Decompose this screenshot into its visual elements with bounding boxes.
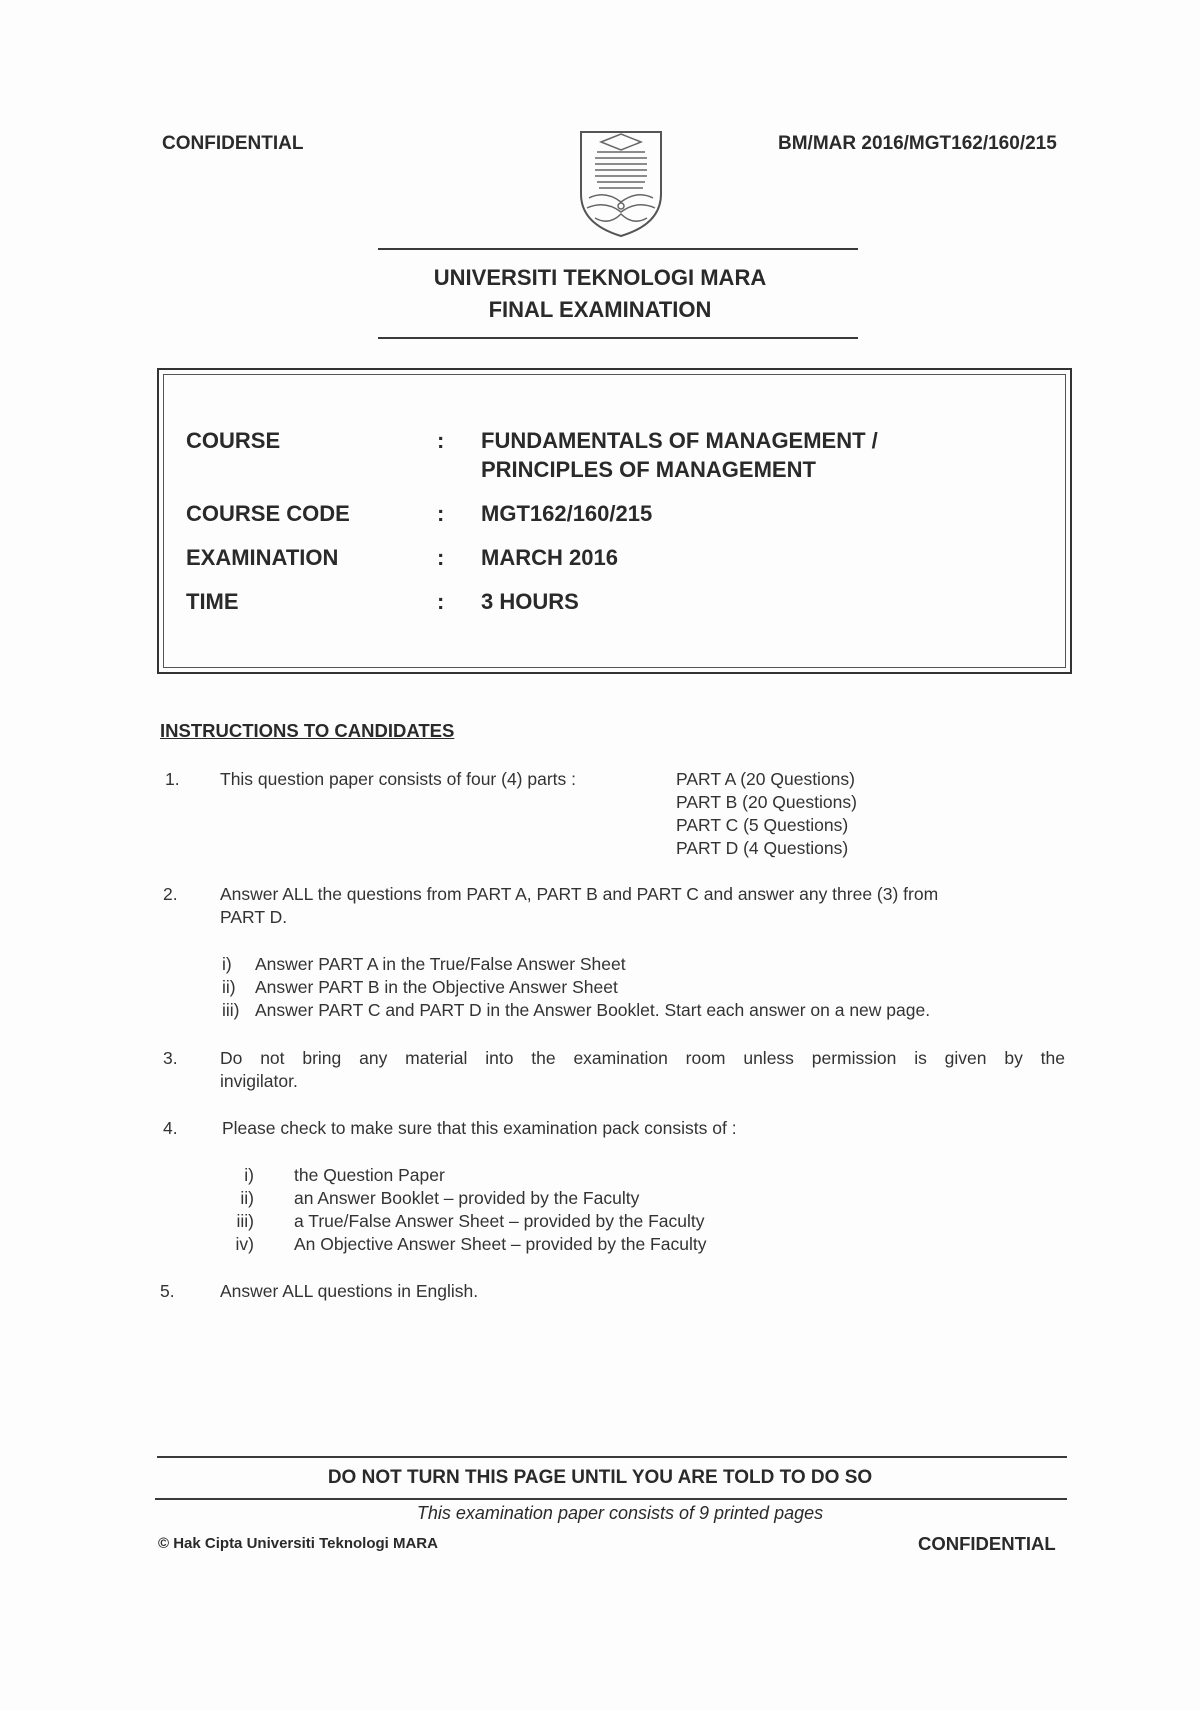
course-value-line2: PRINCIPLES OF MANAGEMENT bbox=[481, 457, 816, 482]
examination-value: MARCH 2016 bbox=[481, 545, 618, 570]
printed-pages-note: This examination paper consists of 9 printed pages bbox=[416, 1503, 824, 1523]
instruction-5-number: 5. bbox=[160, 1281, 175, 1301]
instruction-2-sub-1-number: i) bbox=[222, 954, 232, 974]
course-value: FUNDAMENTALS OF MANAGEMENT / bbox=[481, 428, 878, 453]
exam-title: FINAL EXAMINATION bbox=[488, 297, 712, 322]
instruction-4-text: Please check to make sure that this examination pack consists of : bbox=[222, 1118, 737, 1138]
university-crest-icon bbox=[575, 128, 667, 240]
paper-code-header: BM/MAR 2016/MGT162/160/215 bbox=[778, 133, 1057, 154]
instruction-2-sub-2-text: Answer PART B in the Objective Answer Sheet bbox=[255, 977, 618, 997]
title-bottom-rule bbox=[378, 337, 858, 339]
instruction-2-number: 2. bbox=[163, 884, 178, 904]
instruction-4-number: 4. bbox=[163, 1118, 178, 1138]
instruction-2-sub-3-text: Answer PART C and PART D in the Answer Booklet. Start each answer on a new page. bbox=[255, 1000, 931, 1020]
instruction-4-sub-2-number: ii) bbox=[240, 1188, 254, 1208]
part-a-entry: PART A (20 Questions) bbox=[676, 769, 855, 789]
instruction-4-sub-4-text: An Objective Answer Sheet – provided by the Faculty bbox=[294, 1234, 707, 1254]
copyright-notice: © Hak Cipta Universiti Teknologi MARA bbox=[158, 1535, 438, 1552]
examination-separator: : bbox=[437, 545, 445, 570]
instruction-2-line1: Answer ALL the questions from PART A, PART B and PART C and answer any three (3) from bbox=[220, 884, 939, 904]
confidential-header-left: CONFIDENTIAL bbox=[162, 133, 304, 154]
instruction-2-sub-2-number: ii) bbox=[222, 977, 236, 997]
instructions-heading: INSTRUCTIONS TO CANDIDATES bbox=[160, 720, 455, 741]
course-code-separator: : bbox=[437, 501, 445, 526]
instruction-4-sub-3-text: a True/False Answer Sheet – provided by the Faculty bbox=[294, 1211, 705, 1231]
instruction-4-sub-1-number: i) bbox=[244, 1165, 254, 1185]
instruction-1-number: 1. bbox=[165, 769, 180, 789]
part-b-entry: PART B (20 Questions) bbox=[676, 792, 857, 812]
course-code-value: MGT162/160/215 bbox=[481, 501, 653, 526]
do-not-turn-warning: DO NOT TURN THIS PAGE UNTIL YOU ARE TOLD TO DO SO bbox=[327, 1467, 873, 1488]
instruction-3-line2: invigilator. bbox=[220, 1071, 298, 1091]
time-value: 3 HOURS bbox=[481, 589, 579, 614]
title-top-rule bbox=[378, 248, 858, 250]
course-label: COURSE bbox=[186, 428, 281, 453]
time-separator: : bbox=[437, 589, 445, 614]
part-c-entry: PART C (5 Questions) bbox=[676, 815, 849, 835]
university-name: UNIVERSITI TEKNOLOGI MARA bbox=[433, 265, 767, 290]
instruction-2-sub-1-text: Answer PART A in the True/False Answer Sheet bbox=[255, 954, 626, 974]
instruction-4-sub-3-number: iii) bbox=[236, 1211, 254, 1231]
instruction-3-number: 3. bbox=[163, 1048, 178, 1068]
instruction-3-line1: Do not bring any material into the examination room unless permission is given by the bbox=[220, 1048, 1065, 1068]
instruction-4-sub-4-number: iv) bbox=[235, 1234, 254, 1254]
instruction-4-sub-2-text: an Answer Booklet – provided by the Faculty bbox=[294, 1188, 640, 1208]
course-code-label: COURSE CODE bbox=[186, 501, 350, 526]
footer-bottom-rule bbox=[155, 1498, 1067, 1500]
part-d-entry: PART D (4 Questions) bbox=[676, 838, 849, 858]
confidential-footer: CONFIDENTIAL bbox=[918, 1533, 1056, 1554]
course-separator: : bbox=[437, 428, 445, 453]
footer-top-rule bbox=[157, 1456, 1067, 1458]
examination-label: EXAMINATION bbox=[186, 545, 339, 570]
instruction-1-text: This question paper consists of four (4) parts : bbox=[220, 769, 576, 789]
instruction-2-sub-3-number: iii) bbox=[222, 1000, 240, 1020]
instruction-5-text: Answer ALL questions in English. bbox=[220, 1281, 479, 1301]
time-label: TIME bbox=[186, 589, 239, 614]
instruction-4-sub-1-text: the Question Paper bbox=[294, 1165, 445, 1185]
instruction-2-line2: PART D. bbox=[220, 907, 288, 927]
